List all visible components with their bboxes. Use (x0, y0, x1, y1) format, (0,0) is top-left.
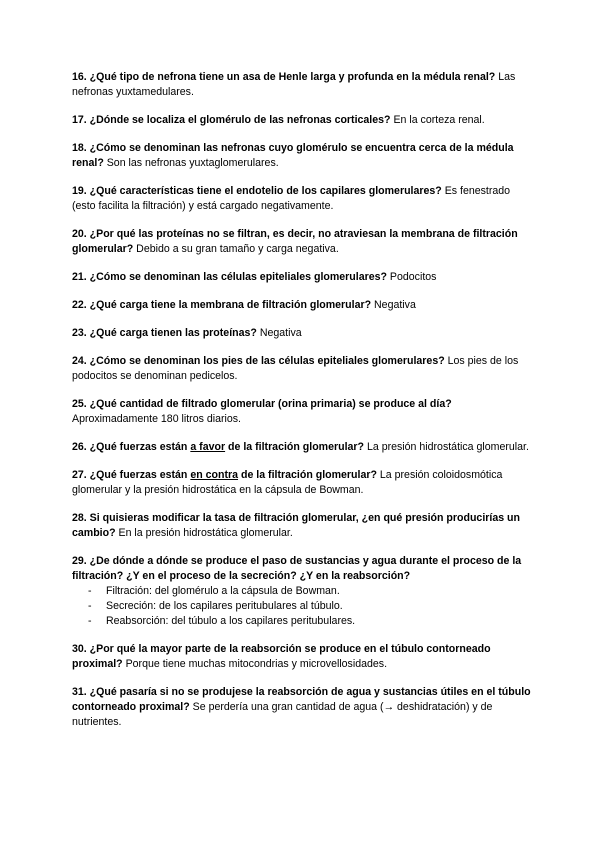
list-item: - Reabsorción: del túbulo a los capilares peritubulares. (88, 614, 532, 629)
answer-list (72, 584, 532, 629)
answer: Es fenestrado (esto facilita la filtración) y está cargado negativamente. (72, 185, 511, 212)
qa-item-31 (72, 685, 532, 730)
qa-item-19 (72, 184, 532, 214)
answer: Aproximadamente 180 litros diarios. (72, 413, 241, 425)
qa-item-29 (72, 554, 532, 629)
answer: La presión coloidosmótica glomerular y la presión hidrostática en la cápsula de Bowman. (72, 469, 503, 496)
question: 23. ¿Qué carga tienen las proteínas? (72, 327, 257, 339)
qa-item-17 (72, 113, 532, 128)
question-start: 27. ¿Qué fuerzas están (72, 469, 191, 481)
question: 18. ¿Cómo se denominan las nefronas cuyo glomérulo se encuentra cerca de la médula renal? (72, 142, 514, 169)
list-item: - Secreción: de los capilares peritubulares al túbulo. (88, 599, 532, 614)
question: 17. ¿Dónde se localiza el glomérulo de las nefronas corticales? (72, 114, 391, 126)
question: 29. ¿De dónde a dónde se produce el paso de sustancias y agua durante el proceso de la filtración? ¿Y en el proceso de la secreción? ¿Y en la reabsorción? (72, 555, 522, 582)
qa-item-21 (72, 270, 532, 285)
qa-item-28 (72, 511, 532, 541)
answer: Son las nefronas yuxtaglomerulares. (103, 157, 279, 169)
qa-item-24 (72, 354, 532, 384)
qa-item-27 (72, 468, 532, 498)
question: 20. ¿Por qué las proteínas no se filtran, es decir, no atraviesan la membrana de filtración glomerular? (72, 228, 518, 255)
qa-item-20 (72, 227, 532, 257)
qa-item-30 (72, 642, 532, 672)
answer: En la corteza renal. (390, 114, 485, 126)
question: 19. ¿Qué características tiene el endotelio de los capilares glomerulares? (72, 185, 442, 197)
question: 30. ¿Por qué la mayor parte de la reabsorción se produce en el túbulo contorneado proximal? (72, 643, 491, 670)
question: 25. ¿Qué cantidad de filtrado glomerular (orina primaria) se produce al día? (72, 398, 452, 410)
answer: Debido a su gran tamaño y carga negativa. (133, 243, 339, 255)
question: 31. ¿Qué pasaría si no se produjese la reabsorción de agua y sustancias útiles en el túbulo contorneado proximal? (72, 686, 531, 713)
question: 28. Si quisieras modificar la tasa de filtración glomerular, ¿en qué presión producirías un cambio? (72, 512, 521, 539)
underlined-phrase: en contra (190, 469, 239, 481)
question-start: 26. ¿Qué fuerzas están (72, 441, 191, 453)
question: 16. ¿Qué tipo de nefrona tiene un asa de Henle larga y profunda en la médula renal? (72, 71, 496, 83)
question-end: de la filtración glomerular? (225, 441, 365, 453)
answer: Podocitos (386, 271, 437, 283)
qa-item-26 (72, 440, 532, 455)
answer: Porque tiene muchas mitocondrias y microvellosidades. (122, 658, 388, 670)
answer: Los pies de los podocitos se denominan pedicelos. (72, 355, 519, 382)
question: 21. ¿Cómo se denominan las células epiteliales glomerulares? (72, 271, 387, 283)
question-end: de la filtración glomerular? (238, 469, 377, 481)
answer: Negativa (256, 327, 302, 339)
qa-item-18 (72, 141, 532, 171)
question: 24. ¿Cómo se denominan los pies de las células epiteliales glomerulares? (72, 355, 445, 367)
qa-item-16 (72, 70, 532, 100)
answer: En la presión hidrostática glomerular. (115, 527, 293, 539)
qa-item-25 (72, 397, 532, 427)
qa-item-22 (72, 298, 532, 313)
qa-item-23 (72, 326, 532, 341)
answer: Las nefronas yuxtamedulares. (72, 71, 516, 98)
question: 22. ¿Qué carga tiene la membrana de filtración glomerular? (72, 299, 372, 311)
answer: Negativa (371, 299, 416, 311)
underlined-phrase: a favor (190, 441, 226, 453)
answer: La presión hidrostática glomerular. (364, 441, 529, 453)
list-item: - Filtración: del glomérulo a la cápsula de Bowman. (88, 584, 532, 599)
question-list (72, 70, 532, 743)
answer: Se perdería una gran cantidad de agua (→ deshidratación) y de nutrientes. (72, 701, 493, 728)
